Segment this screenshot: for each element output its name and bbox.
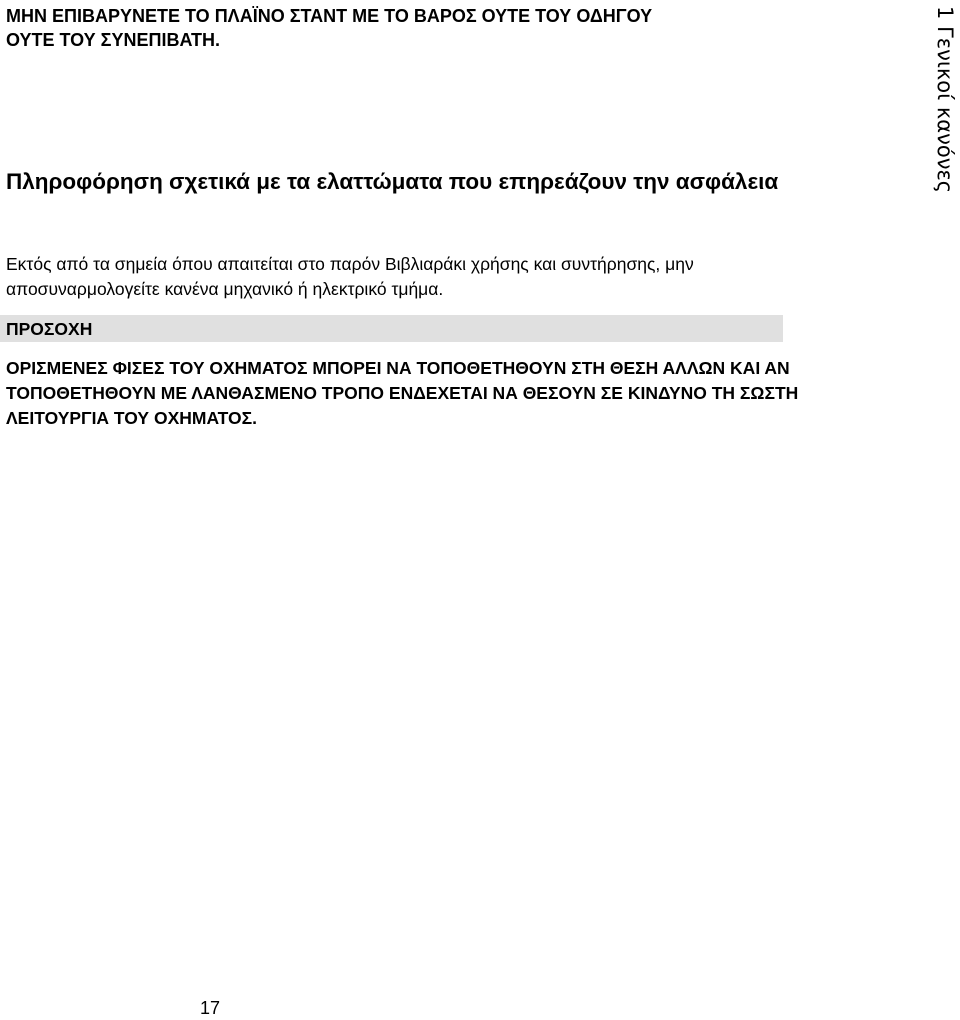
section-heading: Πληροφόρηση σχετικά με τα ελαττώματα που επηρεάζουν την ασφάλεια: [6, 169, 779, 194]
caution-label: ΠΡΟΣΟΧΗ: [6, 319, 93, 339]
chapter-tab-label: 1 Γενικοί κανόνες: [933, 6, 957, 194]
caution-band: [0, 315, 783, 342]
caution-text: ΟΡΙΣΜΕΝΕΣ ΦΙΣΕΣ ΤΟΥ ΟΧΗΜΑΤΟΣ ΜΠΟΡΕΙ ΝΑ ΤΟΠΟΘΕΤΗΘΟΥΝ ΣΤΗ ΘΕΣΗ ΑΛΛΩΝ ΚΑΙ ΑΝ ΤΟΠΟΘΕΤΗΘΟΥΝ ΜΕ ΛΑΝΘΑΣΜΕΝΟ ΤΡΟΠΟ ΕΝΔΕΧΕΤΑΙ ΝΑ ΘΕΣΟΥΝ ΣΕ ΚΙΝΔΥΝΟ ΤΗ ΣΩΣΤΗ ΛΕΙΤΟΥΡΓΙΑ ΤΟΥ ΟΧΗΜΑΤΟΣ.: [6, 358, 799, 428]
top-warning-line-2: ΟΥΤΕ ΤΟΥ ΣΥΝΕΠΙΒΑΤΗ.: [6, 30, 220, 50]
top-warning-text: [6, 4, 786, 52]
page-number: 17: [200, 998, 221, 1018]
top-warning-line-1: ΜΗΝ ΕΠΙΒΑΡΥΝΕΤΕ ΤΟ ΠΛΑΪΝΟ ΣΤΑΝΤ ΜΕ ΤΟ ΒΑΡΟΣ ΟΥΤΕ ΤΟΥ ΟΔΗΓΟΥ: [6, 6, 653, 26]
body-paragraph: Εκτός από τα σημεία όπου απαιτείται στο παρόν Βιβλιαράκι χρήσης και συντήρησης, μην αποσυναρμολογείτε κανένα μηχανικό ή ηλεκτρικό τμήμα.: [6, 254, 694, 299]
